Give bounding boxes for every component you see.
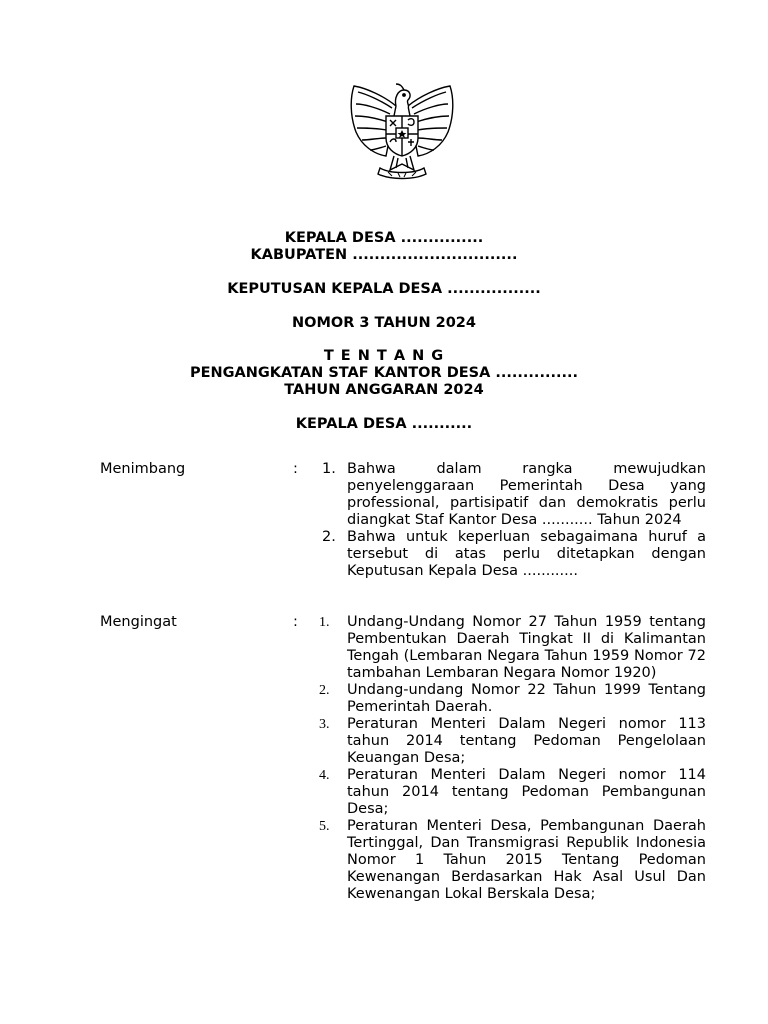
item-text: Undang-undang Nomor 22 Tahun 1999 Tentang Pemerintah Daerah. <box>347 682 706 715</box>
document-signatory: KEPALA DESA ........... <box>295 416 473 432</box>
item-text: Peraturan Menteri Desa, Pembangunan Daerah Tertinggal, Dan Transmigrasi Republik Indonesia Nomor 1 Tahun 2015 Tentang Pedoman Kewenangan Berdasarkan Hak Asal Usul Dan Kewenangan Lokal Berskala Desa; <box>347 818 706 902</box>
mengingat-item <box>300 614 706 682</box>
menimbang-label: Menimbang <box>100 461 186 477</box>
document-issuer: KEPALA DESA ............... <box>284 230 484 246</box>
mengingat-item <box>300 716 706 767</box>
menimbang-colon: : <box>293 461 298 477</box>
mengingat-colon: : <box>293 614 298 630</box>
mengingat-label: Mengingat <box>100 614 177 630</box>
mengingat-item <box>300 682 706 716</box>
item-text: Undang-Undang Nomor 27 Tahun 1959 tentang Pembentukan Daerah Tingkat II di Kalimantan Tengah (Lembaran Negara Tahun 1959 Nomor 72 tambahan Lembaran Negara Nomor 1920) <box>347 614 706 681</box>
item-number: 1. <box>319 615 330 630</box>
mengingat-list <box>300 614 706 903</box>
item-text: Peraturan Menteri Dalam Negeri nomor 113 tahun 2014 tentang Pedoman Pengelolaan Keuangan Desa; <box>347 716 706 766</box>
item-number: 5. <box>319 819 330 834</box>
item-number: 4. <box>319 768 330 783</box>
document-number: NOMOR 3 TAHUN 2024 <box>291 315 476 331</box>
item-number: 3. <box>319 717 330 732</box>
menimbang-item <box>300 529 706 580</box>
item-number: 1. <box>322 461 336 477</box>
garuda-emblem <box>344 76 460 188</box>
document-title: KEPUTUSAN KEPALA DESA ................. <box>227 281 541 297</box>
item-number: 2. <box>322 529 336 545</box>
document-budget-year: TAHUN ANGGARAN 2024 <box>284 382 484 398</box>
document-tentang: T E N T A N G <box>323 348 445 364</box>
document-regency: KABUPATEN .............................. <box>250 247 518 263</box>
mengingat-item <box>300 818 706 903</box>
item-number: 2. <box>319 683 330 698</box>
item-text: Bahwa dalam rangka mewujudkan penyelenggaraan Pemerintah Desa yang professional, partisipatif dan demokratis perlu diangkat Staf Kantor Desa ........... Tahun 2024 <box>347 461 706 528</box>
item-text: Peraturan Menteri Dalam Negeri nomor 114 tahun 2014 tentang Pedoman Pembangunan Desa; <box>347 767 706 817</box>
menimbang-list <box>300 461 706 580</box>
item-text: Bahwa untuk keperluan sebagaimana huruf a tersebut di atas perlu ditetapkan dengan Keputusan Kepala Desa ............ <box>347 529 706 579</box>
menimbang-item <box>300 461 706 529</box>
mengingat-item <box>300 767 706 818</box>
document-subject: PENGANGKATAN STAF KANTOR DESA ............... <box>189 365 579 381</box>
